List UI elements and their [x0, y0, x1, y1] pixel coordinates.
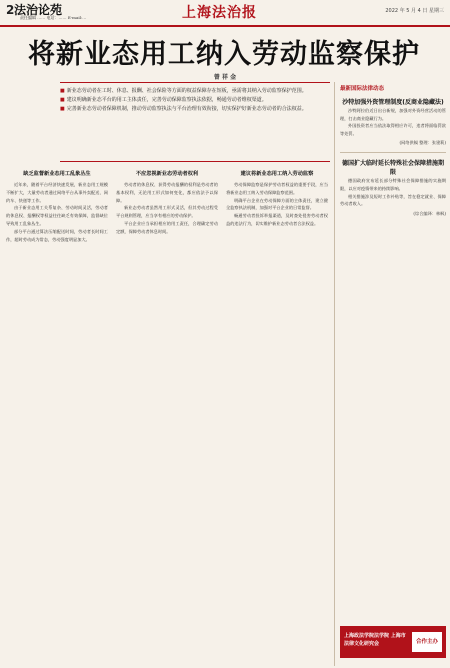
sidebar-source: (网络供稿 整理：张建莉): [399, 140, 446, 146]
article-abstract: [60, 82, 330, 162]
paragraph: 外国投资者应当依法取得相应许可，违者将面临罚款等处罚。: [340, 123, 446, 136]
body-column-1: [6, 166, 108, 664]
paragraph: 劳动者的休息权、获得劳动报酬的权利是劳动者的基本权利，无论用工形式如何变化，都应依法予以保障。: [116, 182, 218, 203]
paragraph: 畅通劳动者投诉举报渠道，及时查处侵害劳动者权益的违法行为，切实维护新业态劳动者合法权益。: [226, 213, 328, 226]
sidebar-item-title: 德国扩大临时延长特殊社会保障措施期限: [341, 160, 444, 177]
sidebar-heading: 最新国际法律动态: [340, 86, 385, 92]
bullet-icon: ■: [60, 106, 65, 112]
sidebar-source: (综合编译：林枫): [413, 210, 446, 216]
paragraph: 沙特阿拉伯近日出台新规，加强对外资经营活动的管理，打击商业隐藏行为。: [340, 108, 446, 121]
section-heading: 缺乏监督新业态用工乱象丛生: [23, 171, 91, 177]
page-number: 2: [6, 3, 15, 17]
section-heading: 不应忽视新业态劳动者权利: [135, 171, 199, 177]
paragraph: 平台企业应当承担相应的用工责任，合理确定劳动定额，保障劳动者休息时间。: [116, 220, 218, 234]
paragraph: 明确平台企业在劳动保障方面的主体责任，建立健全监察执法机制，加强对平台企业的日常监督。: [226, 197, 328, 211]
body-column-2: [116, 166, 218, 664]
section-name: 法治论苑: [14, 3, 63, 17]
page-header: [0, 0, 450, 26]
cohost-names: 上海政法学院法学院 上海市法律文化研究会: [344, 633, 406, 647]
abstract-item: ■ 完善新业态劳动者保障机制，推动劳动监察执法与平台治理有效衔接，切实保护好新业态劳动者的合法权益。: [60, 106, 307, 112]
header-rule: [0, 25, 450, 27]
paragraph: 德国政府宣布延长部分特殊社会保障措施的实施期限，以应对疫情带来的持续影响。: [340, 178, 446, 191]
article-author: 曾 祥 金: [213, 74, 237, 81]
paragraph: 新业态劳动者虽然用工形式灵活，但其劳动过程受平台规则管理，应当享有相应的劳动保护。: [116, 205, 218, 219]
bullet-icon: ■: [60, 97, 65, 103]
section-heading: 建议将新业态用工纳入劳动监察: [240, 171, 314, 177]
paragraph: 劳动保障监察是保护劳动者权益的重要手段，应当将新业态用工纳入劳动保障监察范围。: [226, 182, 328, 195]
editor-line: 责任编辑 …… 电话：…… E-mail:…: [20, 15, 87, 20]
issue-date: 2022 年 5 月 4 日 星期三: [385, 8, 444, 14]
sidebar-item-title: 沙特加强外资管理制度(反商业隐藏法): [342, 99, 444, 106]
paragraph: 由于新业态用工关系复杂、劳动时间灵活，劳动者的休息权、报酬权等权益往往缺乏有效保障，监督缺位导致用工乱象丛生。: [6, 205, 108, 226]
article-body: [6, 166, 330, 664]
paragraph: 近年来，随着平台经济快速发展，新业态用工规模不断扩大，大量劳动者通过网络平台从事外卖配送、网约车、快递等工作。: [6, 182, 108, 203]
paragraph: 相关措施涉及短时工作补贴等，旨在稳定就业、保障劳动者收入。: [340, 193, 446, 207]
abstract-item: ■ 建议明确新业态平台的用工主体责任，完善劳动保障监察执法依据，畅通劳动者维权渠道。: [60, 97, 267, 103]
newspaper-logo: 上海法治报: [182, 5, 257, 21]
abstract-item: ■ 新业态劳动者在工时、休息、报酬、社会保险等方面的权益保障存在短板，亟需将其纳入劳动监察保护范围。: [60, 88, 307, 94]
body-column-3: [226, 166, 328, 664]
sidebar: [334, 82, 446, 666]
article-headline: 将新业态用工纳入劳动监察保护: [28, 39, 420, 70]
bullet-icon: ■: [60, 88, 65, 94]
paragraph: 部分平台通过算法压缩配送时间，劳动者长时间工作，超时劳动成为常态，劳动强度明显加大。: [6, 228, 108, 242]
divider: [340, 152, 446, 153]
cohost-box: [340, 626, 446, 658]
cohost-label: 合作主办: [412, 632, 442, 652]
